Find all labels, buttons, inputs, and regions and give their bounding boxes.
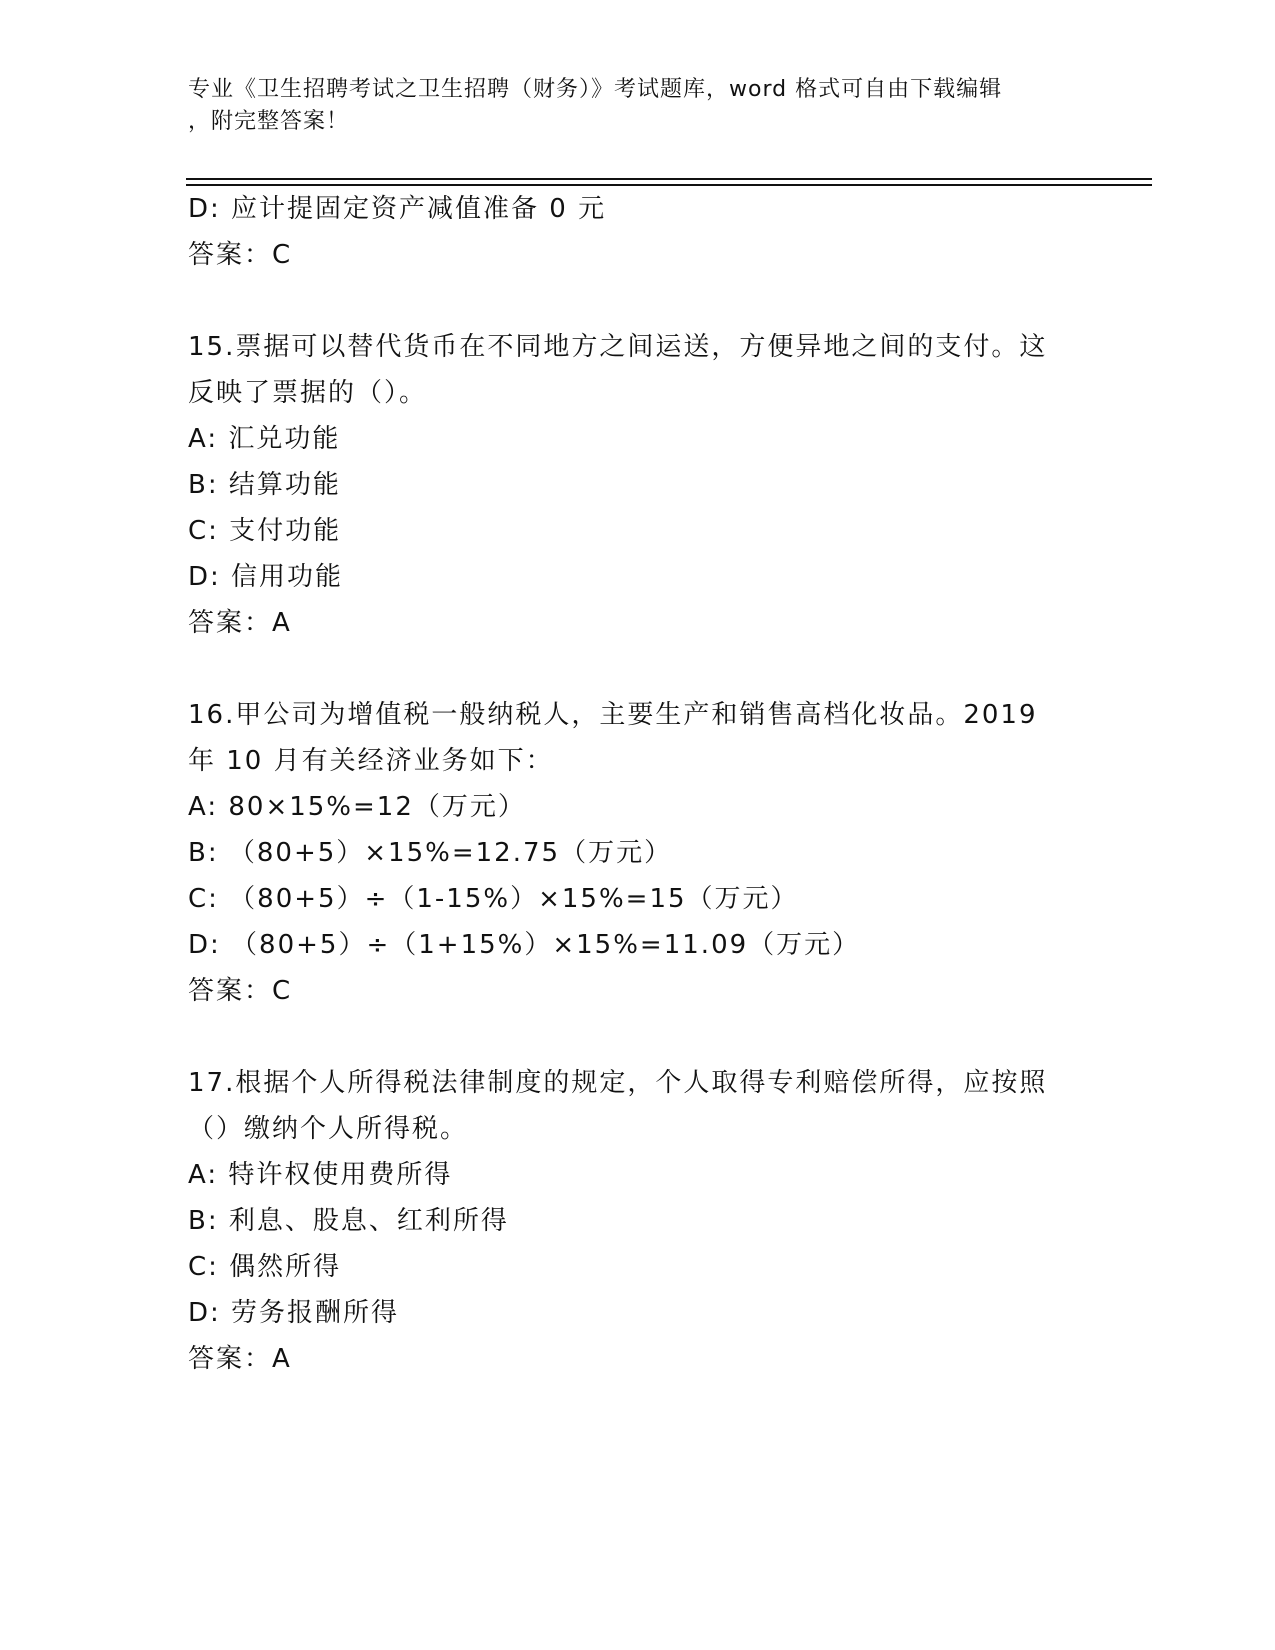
question-content: [188, 186, 1088, 1382]
header-line-1: 专业《卫生招聘考试之卫生招聘（财务）》考试题库，word 格式可自由下载编辑: [188, 77, 1003, 102]
option-b: B: 结算功能: [188, 470, 341, 500]
question-stem-line-1: 16.甲公司为增值税一般纳税人，主要生产和销售高档化妆品。2019: [188, 700, 1038, 730]
option-d: D: 信用功能: [188, 562, 344, 592]
option-c: C: （80+5）÷（1-15%）×15%=15（万元）: [188, 884, 799, 914]
option-c: C: 支付功能: [188, 516, 342, 546]
option-d: D: （80+5）÷（1+15%）×15%=11.09（万元）: [188, 930, 861, 960]
question-stem-line-2: （）缴纳个人所得税。: [188, 1114, 469, 1144]
header-line-2: ，附完整答案！: [188, 109, 350, 134]
option-a: A: 汇兑功能: [188, 424, 341, 454]
option-b: B: 利息、股息、红利所得: [188, 1206, 509, 1236]
option-a: A: 特许权使用费所得: [188, 1160, 453, 1190]
spacer: [188, 278, 1088, 324]
option-d: D: 劳务报酬所得: [188, 1298, 400, 1328]
option-b: B: （80+5）×15%=12.75（万元）: [188, 838, 673, 868]
question-stem-line-1: 17.根据个人所得税法律制度的规定，个人取得专利赔偿所得，应按照: [188, 1068, 1048, 1098]
question-17: [188, 1060, 1088, 1382]
question-15: [188, 324, 1088, 646]
answer: 答案：C: [188, 240, 293, 270]
question-stem-line-2: 反映了票据的（）。: [188, 378, 428, 408]
header-rule-top: [186, 178, 1152, 180]
option-c: C: 偶然所得: [188, 1252, 342, 1282]
option-d: D: 应计提固定资产减值准备 0 元: [188, 194, 607, 224]
question-16: [188, 692, 1088, 1014]
option-a: A: 80×15%=12（万元）: [188, 792, 526, 822]
answer: 答案：A: [188, 1344, 292, 1374]
page-header: [188, 74, 1088, 138]
question-stem-line-2: 年 10 月有关经济业务如下：: [188, 746, 554, 776]
answer: 答案：C: [188, 976, 293, 1006]
spacer: [188, 1014, 1088, 1060]
question-stem-line-1: 15.票据可以替代货币在不同地方之间运送，方便异地之间的支付。这: [188, 332, 1048, 362]
answer: 答案：A: [188, 608, 292, 638]
spacer: [188, 646, 1088, 692]
